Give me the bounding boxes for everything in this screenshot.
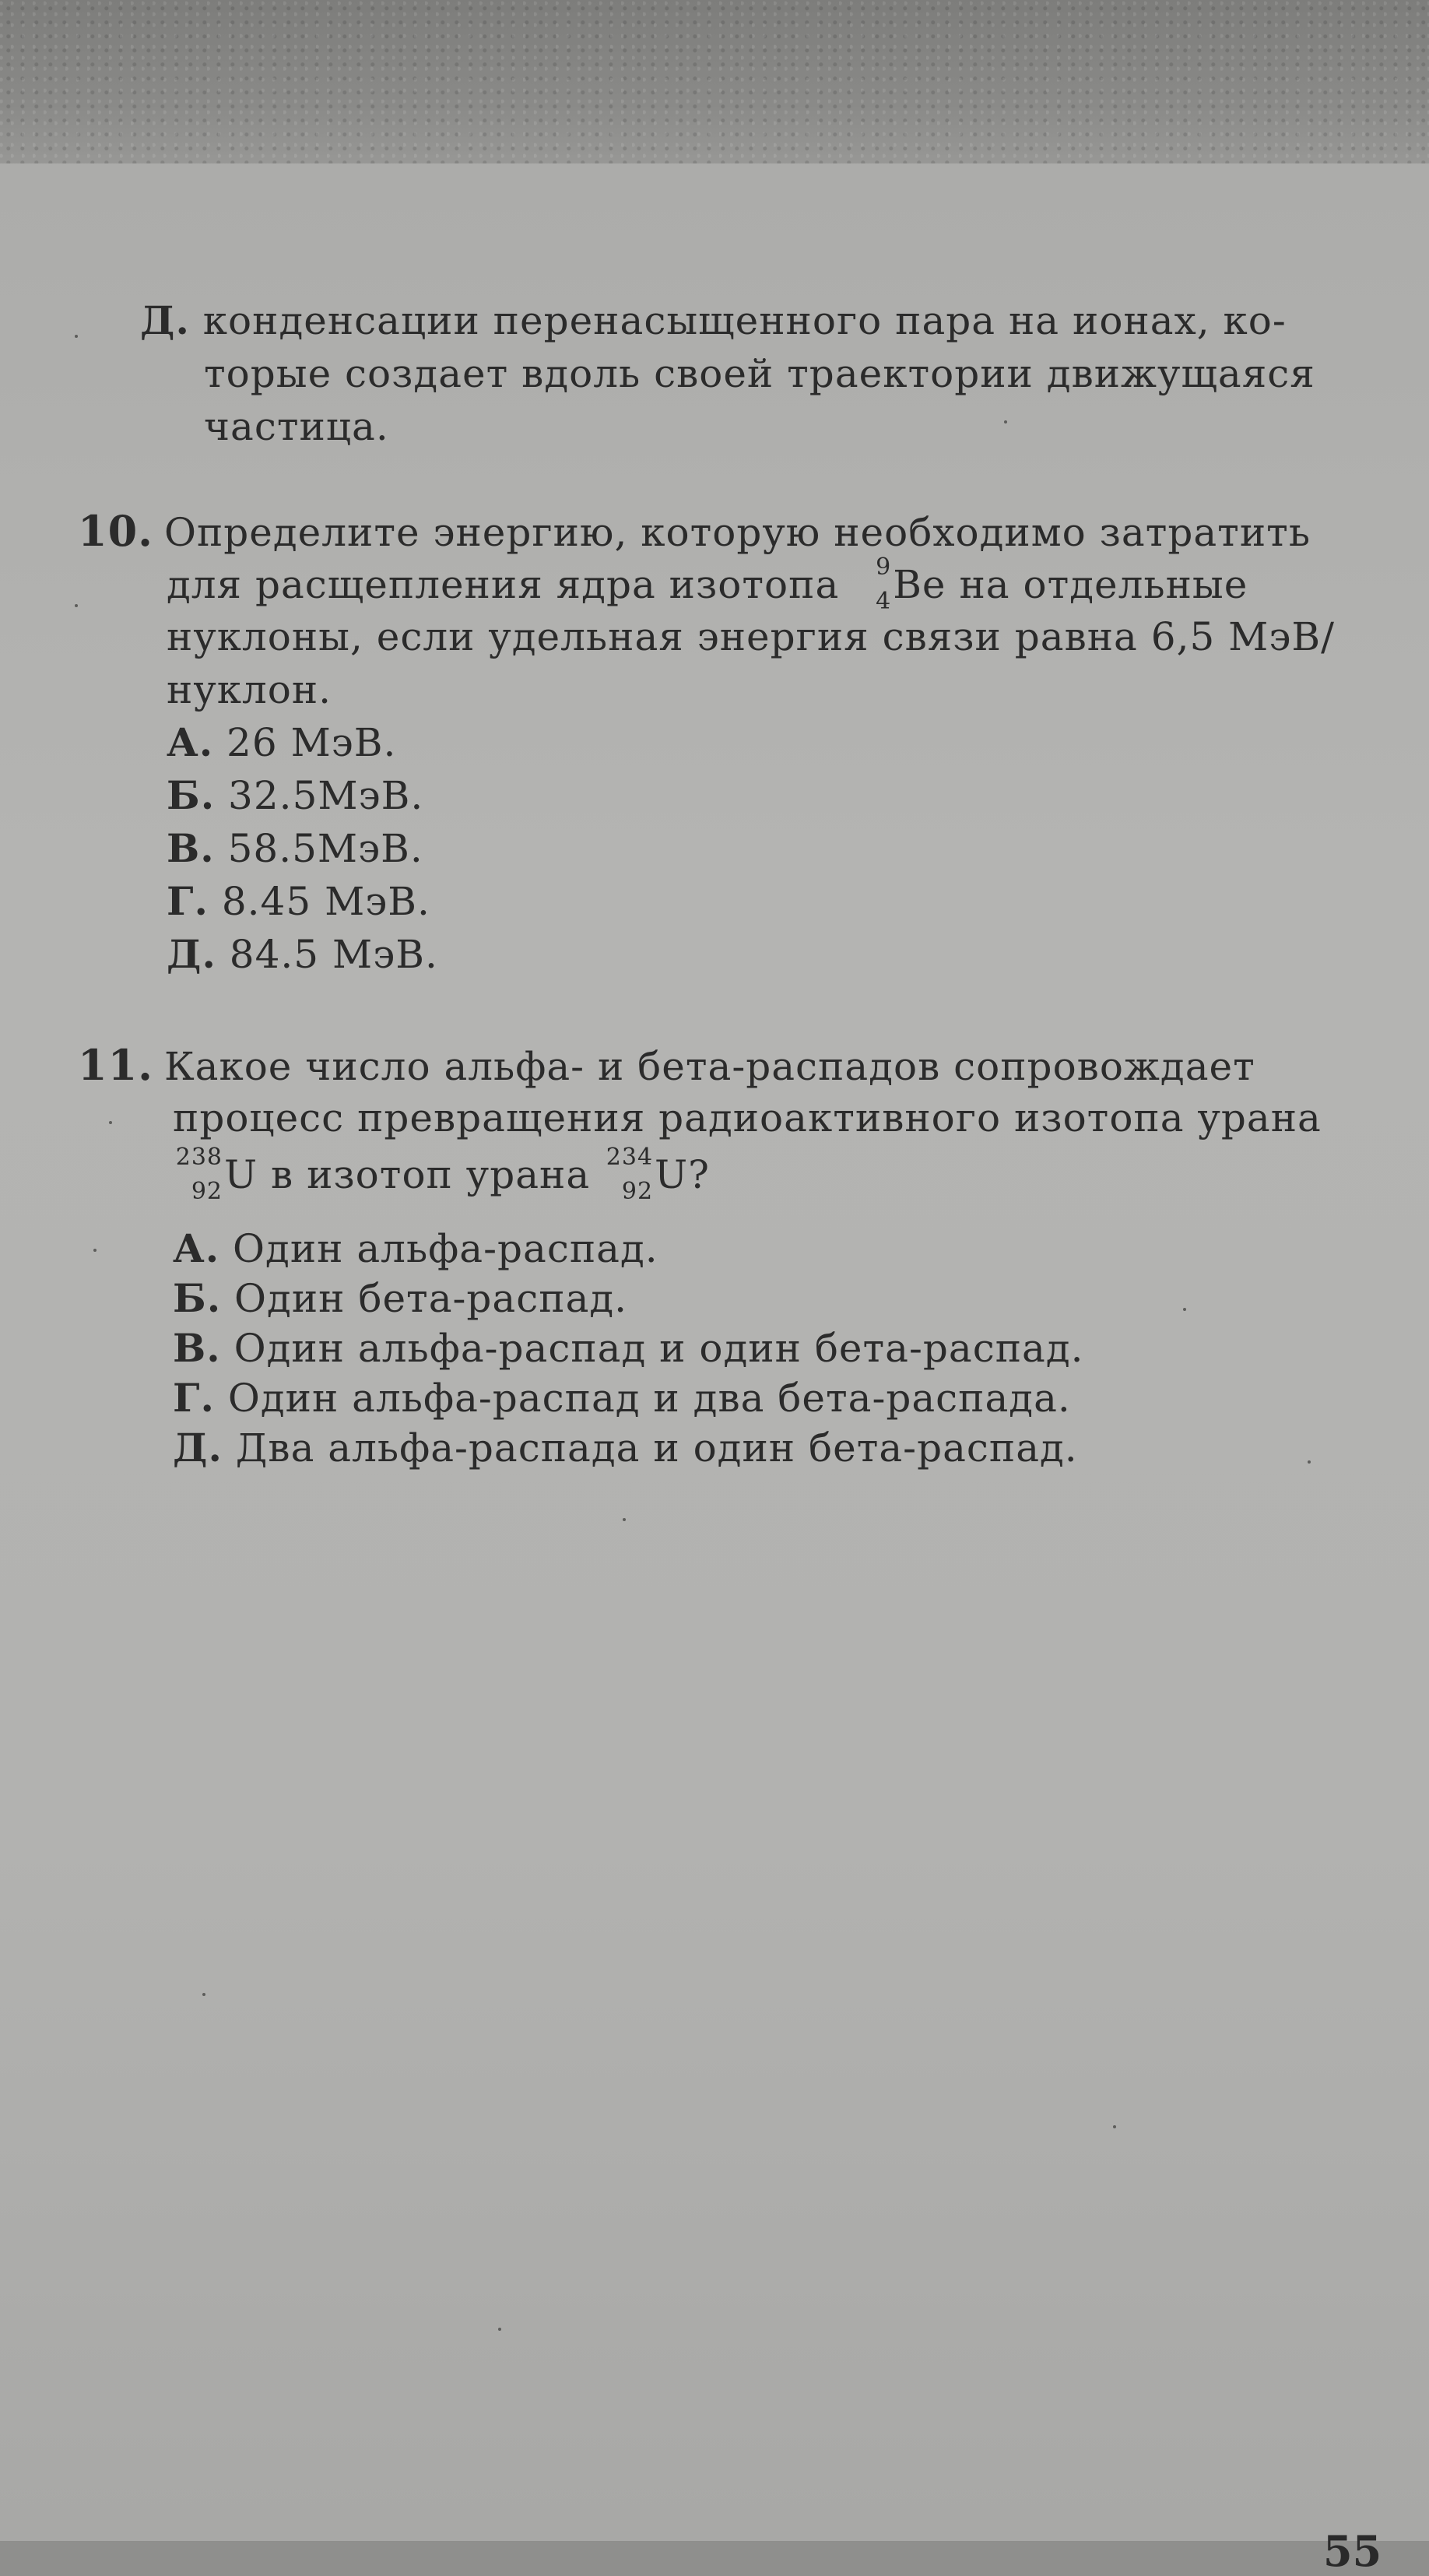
paper-speck	[1004, 420, 1007, 423]
paper-speck	[75, 604, 78, 607]
q11-option-b-letter: Б.	[173, 1275, 222, 1321]
q11-from-symbol: U	[224, 1152, 258, 1197]
q11-option-d-letter: Г.	[173, 1375, 215, 1421]
paper-speck	[1308, 1460, 1311, 1464]
paper-speck	[498, 2328, 501, 2331]
q10-text-2-after: на отдельные	[959, 562, 1248, 607]
q10-nuclide-charge: 4	[876, 588, 892, 615]
q10-option-e	[167, 930, 438, 979]
q10-number: 10.	[78, 506, 153, 556]
q11-to-mass: 234	[606, 1144, 654, 1171]
q10-option-e-text: 84.5 МэВ.	[229, 932, 438, 977]
q9-option-d-line-1	[140, 296, 1287, 346]
q11-option-c-text: Один альфа-распад и один бета-распад.	[233, 1326, 1084, 1371]
q10-option-d-letter: Г.	[167, 878, 209, 924]
paper-speck	[109, 1121, 112, 1124]
q11-option-a	[173, 1224, 658, 1274]
q9-option-d-letter: Д.	[140, 297, 190, 343]
q10-option-e-letter: Д.	[167, 931, 216, 977]
q10-line-1	[78, 506, 1311, 557]
q10-option-b-letter: Б.	[167, 772, 216, 818]
q11-line-2: процесс превращения радиоактивного изотопа урана	[173, 1095, 1322, 1140]
q11-line-3	[173, 1144, 710, 1205]
q11-option-d	[173, 1373, 1071, 1423]
q11-nuclide-from	[173, 1144, 258, 1205]
q10-text-2-before: для расщепления ядра изотопа	[167, 562, 840, 607]
q10-option-b-text: 32.5МэВ.	[228, 773, 424, 818]
q10-option-a-text: 26 МэВ.	[226, 720, 397, 765]
book-page	[0, 163, 1429, 2576]
q11-option-e-text: Два альфа-распада и один бета-распад.	[235, 1425, 1078, 1471]
q9-option-d-text-1: конденсации перенасыщенного пара на ионах, ко-	[202, 298, 1287, 343]
q10-option-a	[167, 718, 396, 768]
q11-to-symbol: U?	[655, 1152, 710, 1197]
paper-speck	[75, 335, 78, 338]
q11-option-b-text: Один бета-распад.	[234, 1276, 628, 1321]
q10-option-c-text: 58.5МэВ.	[227, 826, 423, 871]
q10-option-d	[167, 877, 430, 926]
q11-line-1	[78, 1040, 1255, 1091]
q11-from-charge: 92	[191, 1178, 223, 1205]
page-number: 55	[1323, 2526, 1382, 2576]
q10-nuclide-mass: 9	[876, 554, 892, 581]
q11-option-b	[173, 1274, 627, 1323]
q10-nuclide-symbol: Be	[893, 562, 946, 607]
q10-option-d-text: 8.45 МэВ.	[221, 879, 430, 924]
q10-option-c	[167, 824, 423, 873]
q9-option-d-line-3: частица.	[204, 404, 389, 449]
q11-option-e-letter: Д.	[173, 1425, 223, 1471]
q11-option-e	[173, 1423, 1078, 1473]
q11-option-c	[173, 1323, 1084, 1373]
paper-speck	[1183, 1308, 1186, 1311]
q10-nuclide-be	[852, 554, 946, 615]
q10-line-4: нуклон.	[167, 667, 332, 712]
q11-option-c-letter: В.	[173, 1325, 221, 1371]
q11-from-mass: 238	[175, 1144, 223, 1171]
q10-option-b	[167, 771, 423, 821]
q11-middle-text: в изотоп урана	[271, 1152, 591, 1197]
q11-option-a-letter: А.	[173, 1225, 220, 1271]
q10-option-a-letter: А.	[167, 719, 214, 765]
q11-number: 11.	[78, 1040, 153, 1090]
q11-option-d-text: Один альфа-распад и два бета-распада.	[227, 1376, 1071, 1421]
q11-text-1: Какое число альфа- и бета-распадов сопровождает	[163, 1044, 1255, 1089]
paper-speck	[623, 1518, 626, 1521]
paper-speck	[202, 1993, 205, 1996]
q9-option-d-line-2: торые создает вдоль своей траектории движущаяся	[204, 351, 1315, 396]
q11-to-charge: 92	[621, 1178, 654, 1205]
paper-speck	[1113, 2125, 1116, 2128]
q10-line-3: нуклоны, если удельная энергия связи равна 6,5 МэВ/	[167, 614, 1335, 659]
background-surface	[0, 0, 1429, 175]
q10-text-1: Определите энергию, которую необходимо затратить	[163, 510, 1311, 555]
q10-line-2	[167, 554, 1248, 615]
q11-option-a-text: Один альфа-распад.	[233, 1226, 658, 1271]
q10-option-c-letter: В.	[167, 825, 215, 871]
q11-nuclide-to	[603, 1144, 710, 1205]
paper-speck	[93, 1249, 97, 1252]
